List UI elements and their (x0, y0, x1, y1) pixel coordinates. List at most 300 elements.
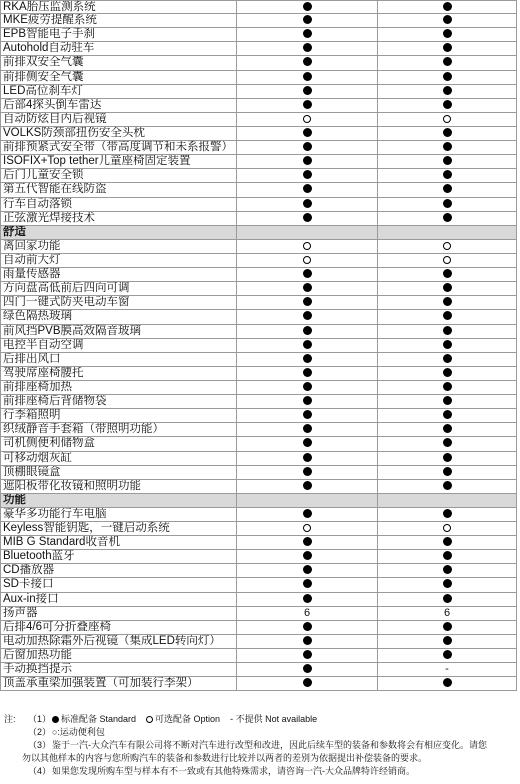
table-row (0, 452, 520, 466)
trim-2-cell (378, 607, 517, 621)
trim-1-cell (237, 325, 378, 339)
option-circle-icon (303, 115, 311, 123)
feature-name: 雨量传感器 (0, 268, 237, 282)
trim-1-cell (237, 198, 378, 212)
trim-2-cell (378, 296, 517, 310)
trim-1-cell (237, 564, 378, 578)
standard-dot-icon (52, 716, 59, 723)
standard-dot-icon (303, 509, 312, 518)
feature-name: 离回家功能 (0, 240, 237, 254)
table-row (0, 183, 520, 197)
standard-dot-icon (303, 100, 312, 109)
feature-name: 行车自动落锁 (0, 198, 237, 212)
table-row (0, 71, 520, 85)
table-row (0, 85, 520, 99)
note-4-text: 如果您发现所购车型与样本有不一致或有其他特殊需求，请咨询一汽-大众品牌特许经销商。 (52, 766, 415, 776)
feature-name: 后窗加热功能 (0, 649, 237, 663)
standard-dot-icon (443, 622, 452, 631)
table-row (0, 593, 520, 607)
standard-dot-icon (303, 551, 312, 560)
standard-dot-icon (303, 57, 312, 66)
feature-name: 后门儿童安全锁 (0, 169, 237, 183)
feature-name: 自动防炫目内后视镜 (0, 113, 237, 127)
feature-name: 可移动烟灰缸 (0, 452, 237, 466)
trim-2-cell (378, 254, 517, 268)
standard-dot-icon (303, 664, 312, 673)
trim-2-cell (378, 155, 517, 169)
feature-name: ISOFIX+Top tether儿童座椅固定装置 (0, 155, 237, 169)
trim-2-cell (378, 325, 517, 339)
trim-2-cell (378, 339, 517, 353)
standard-dot-icon (443, 15, 452, 24)
trim-2-cell (378, 564, 517, 578)
feature-name: 顶盖承重梁加强装置（可加装行李架） (0, 677, 237, 691)
trim-2-cell (378, 282, 517, 296)
standard-dot-icon (443, 424, 452, 433)
standard-dot-icon (303, 622, 312, 631)
standard-dot-icon (303, 678, 312, 687)
table-row (0, 409, 520, 423)
feature-name: 第五代智能在线防盗 (0, 183, 237, 197)
trim-1-cell (237, 607, 378, 621)
trim-2-cell (378, 212, 517, 226)
standard-dot-icon (303, 354, 312, 363)
standard-dot-icon (303, 170, 312, 179)
option-circle-icon (443, 524, 451, 532)
trim-2-cell (378, 550, 517, 564)
trim-2-cell (378, 127, 517, 141)
standard-dot-icon (443, 650, 452, 659)
trim-1-cell (237, 536, 378, 550)
option-circle-icon (146, 716, 153, 723)
feature-name: Bluetooth蓝牙 (0, 550, 237, 564)
trim-1-cell (237, 296, 378, 310)
trim-2-cell (378, 42, 517, 56)
table-row (0, 212, 520, 226)
trim-2-cell (378, 85, 517, 99)
section-title: 舒适 (0, 226, 237, 240)
feature-name: CD播放器 (0, 564, 237, 578)
trim-1-cell (237, 212, 378, 226)
feature-name: 前排预紧式安全带（带高度调节和未系报警） (0, 141, 237, 155)
standard-dot-icon (303, 368, 312, 377)
table-row (0, 198, 520, 212)
standard-dot-icon (443, 326, 452, 335)
table-row (0, 325, 520, 339)
standard-dot-icon (303, 199, 312, 208)
feature-name: LED高位刹车灯 (0, 85, 237, 99)
trim-1-cell (237, 635, 378, 649)
trim-2-cell (378, 677, 517, 691)
trim-2-cell (378, 198, 517, 212)
feature-name: 电控半自动空调 (0, 339, 237, 353)
standard-dot-icon (443, 537, 452, 546)
standard-dot-icon (443, 453, 452, 462)
standard-dot-icon (303, 410, 312, 419)
standard-dot-icon (443, 170, 452, 179)
standard-dot-icon (303, 311, 312, 320)
trim-1-cell (237, 155, 378, 169)
table-row (0, 268, 520, 282)
table-row (0, 240, 520, 254)
feature-name: 四门一键式防夹电动车窗 (0, 296, 237, 310)
table-row (0, 536, 520, 550)
trim-2-cell (378, 240, 517, 254)
trim-2-cell (378, 367, 517, 381)
feature-name: Keyless智能钥匙，一键启动系统 (0, 522, 237, 536)
table-row (0, 437, 520, 451)
standard-dot-icon (443, 311, 452, 320)
feature-name: 自动前大灯 (0, 254, 237, 268)
table-row (0, 42, 520, 56)
standard-dot-icon (443, 57, 452, 66)
trim-1-cell (237, 169, 378, 183)
standard-dot-icon (443, 551, 452, 560)
feature-name: 绿色隔热玻璃 (0, 310, 237, 324)
trim-2-cell (378, 649, 517, 663)
option-circle-icon (303, 242, 311, 250)
trim-1-cell (237, 28, 378, 42)
table-row (0, 339, 520, 353)
trim-1-cell (237, 268, 378, 282)
standard-dot-icon (443, 579, 452, 588)
standard-dot-icon (443, 410, 452, 419)
feature-name: 前排侧安全气囊 (0, 71, 237, 85)
table-row (0, 169, 520, 183)
standard-dot-icon (303, 213, 312, 222)
table-row (0, 14, 520, 28)
trim-2-cell (378, 169, 517, 183)
table-row (0, 423, 520, 437)
standard-dot-icon (303, 438, 312, 447)
standard-dot-icon (443, 283, 452, 292)
trim-2-cell (378, 56, 517, 70)
standard-dot-icon (303, 2, 312, 11)
trim-1-cell (237, 677, 378, 691)
standard-dot-icon (303, 537, 312, 546)
note-3-text-continued: 勿以其他样本的内容与您所购汽车的装备和参数进行比较并以两者的差别为依据提出补偿装备的要求。 (22, 753, 428, 763)
trim-1-cell (237, 0, 378, 14)
trim-2-cell (378, 353, 517, 367)
trim-1-cell (237, 226, 378, 240)
standard-dot-icon (443, 678, 452, 687)
section-header-row (0, 226, 520, 240)
feature-name: 豪华多功能行车电脑 (0, 508, 237, 522)
standard-dot-icon (443, 29, 452, 38)
note-4-number: （4） (28, 766, 52, 776)
trim-2-cell (378, 381, 517, 395)
table-row (0, 254, 520, 268)
standard-dot-icon (303, 72, 312, 81)
table-row (0, 28, 520, 42)
feature-name: 方向盘高低前后四向可调 (0, 282, 237, 296)
feature-name: 行李箱照明 (0, 409, 237, 423)
standard-dot-icon (443, 636, 452, 645)
trim-1-cell (237, 14, 378, 28)
trim-2-cell (378, 423, 517, 437)
feature-name: EPB智能电子手刹 (0, 28, 237, 42)
trim-2-cell (378, 28, 517, 42)
feature-name: MIB G Standard收音机 (0, 536, 237, 550)
table-row (0, 353, 520, 367)
feature-name: Autohold自动驻车 (0, 42, 237, 56)
standard-dot-icon (443, 86, 452, 95)
note-3-text: 鉴于一汽-大众汽车有限公司将不断对汽车进行改型和改进，因此后续车型的装备和参数将会有相应变化。请您 (52, 740, 487, 750)
standard-dot-icon (303, 156, 312, 165)
standard-dot-icon (303, 128, 312, 137)
feature-name: SD卡接口 (0, 578, 237, 592)
trim-1-cell (237, 508, 378, 522)
trim-2-cell (378, 508, 517, 522)
trim-1-cell (237, 522, 378, 536)
trim-1-cell (237, 409, 378, 423)
table-row (0, 141, 520, 155)
trim-2-cell (378, 99, 517, 113)
table-row (0, 635, 520, 649)
standard-dot-icon (303, 184, 312, 193)
feature-name: 正弦激光焊接技术 (0, 212, 237, 226)
standard-dot-icon (303, 43, 312, 52)
standard-dot-icon (303, 396, 312, 405)
trim-1-cell (237, 367, 378, 381)
section-header-row (0, 494, 520, 508)
feature-name: 司机侧便利储物盒 (0, 437, 237, 451)
trim-2-cell (378, 141, 517, 155)
trim-2-cell (378, 452, 517, 466)
trim-1-cell (237, 578, 378, 592)
standard-dot-icon (443, 368, 452, 377)
feature-name: 驾驶席座椅腰托 (0, 367, 237, 381)
standard-dot-icon (443, 213, 452, 222)
trim-1-cell (237, 649, 378, 663)
table-row (0, 395, 520, 409)
feature-name: 手动换挡提示 (0, 663, 237, 677)
note-3-number: （3） (28, 740, 52, 750)
standard-dot-icon (443, 354, 452, 363)
standard-dot-icon (303, 269, 312, 278)
table-row (0, 127, 520, 141)
standard-dot-icon (303, 326, 312, 335)
note-2 (0, 726, 520, 739)
table-row (0, 677, 520, 691)
trim-2-cell (378, 593, 517, 607)
trim-1-cell (237, 423, 378, 437)
notes-label: 注: (4, 714, 16, 724)
trim-1-cell (237, 99, 378, 113)
standard-dot-icon (303, 424, 312, 433)
standard-dot-icon (303, 481, 312, 490)
standard-dot-icon (443, 269, 452, 278)
trim-2-cell (378, 226, 517, 240)
standard-dot-icon (303, 382, 312, 391)
legend-not-available: - 不提供 Not available (230, 714, 318, 724)
note-3-continued (0, 752, 520, 765)
table-row (0, 466, 520, 480)
trim-1-cell (237, 282, 378, 296)
trim-2-cell (378, 663, 517, 677)
standard-dot-icon (303, 142, 312, 151)
legend-option: 可选配备 Option (155, 714, 221, 724)
trim-1-cell (237, 480, 378, 494)
table-row (0, 99, 520, 113)
trim-1-cell (237, 663, 378, 677)
trim-1-cell (237, 113, 378, 127)
feature-name: 遮阳板带化妆镜和照明功能 (0, 480, 237, 494)
table-row (0, 550, 520, 564)
feature-name: 顶棚眼镜盒 (0, 466, 237, 480)
feature-name: MKE疲劳提醒系统 (0, 14, 237, 28)
standard-dot-icon (443, 481, 452, 490)
trim-1-cell (237, 395, 378, 409)
standard-dot-icon (443, 72, 452, 81)
table-row (0, 564, 520, 578)
feature-name: Aux-in接口 (0, 593, 237, 607)
trim-1-cell (237, 127, 378, 141)
trim-2-cell (378, 536, 517, 550)
trim-2-cell (378, 183, 517, 197)
option-circle-icon (443, 242, 451, 250)
standard-dot-icon (443, 438, 452, 447)
feature-name: 织绒静音手套箱（带照明功能） (0, 423, 237, 437)
standard-dot-icon (303, 467, 312, 476)
trim-1-cell (237, 254, 378, 268)
trim-2-cell (378, 310, 517, 324)
feature-name: 前排座椅加热 (0, 381, 237, 395)
feature-name: 前风挡PVB膜高效隔音玻璃 (0, 325, 237, 339)
table-row (0, 0, 520, 14)
feature-name: 前排座椅后背储物袋 (0, 395, 237, 409)
standard-dot-icon (443, 396, 452, 405)
standard-dot-icon (303, 29, 312, 38)
trim-1-cell (237, 42, 378, 56)
standard-dot-icon (443, 297, 452, 306)
note-3 (0, 739, 520, 752)
standard-dot-icon (443, 594, 452, 603)
trim-2-cell (378, 494, 517, 508)
table-row (0, 663, 520, 677)
feature-name: 电动加热除霜外后视镜（集成LED转向灯） (0, 635, 237, 649)
trim-1-cell (237, 494, 378, 508)
table-row (0, 621, 520, 635)
trim-2-cell (378, 0, 517, 14)
trim-1-cell (237, 141, 378, 155)
legend-standard: 标准配备 Standard (61, 714, 137, 724)
standard-dot-icon (303, 594, 312, 603)
standard-dot-icon (443, 509, 452, 518)
footnotes (0, 713, 520, 778)
standard-dot-icon (443, 100, 452, 109)
trim-2-cell (378, 480, 517, 494)
trim-2-cell (378, 395, 517, 409)
trim-1-cell (237, 452, 378, 466)
note-1 (0, 713, 520, 726)
standard-dot-icon (443, 184, 452, 193)
cell-value: 6 (303, 606, 311, 619)
trim-1-cell (237, 310, 378, 324)
trim-1-cell (237, 381, 378, 395)
standard-dot-icon (303, 283, 312, 292)
note-2-text: ○:运动便利包 (52, 727, 105, 737)
standard-dot-icon (303, 297, 312, 306)
standard-dot-icon (443, 43, 452, 52)
table-row (0, 113, 520, 127)
trim-2-cell (378, 268, 517, 282)
trim-1-cell (237, 466, 378, 480)
trim-2-cell (378, 522, 517, 536)
feature-name: 前排双安全气囊 (0, 56, 237, 70)
table-row (0, 56, 520, 70)
table-row (0, 508, 520, 522)
table-row (0, 480, 520, 494)
trim-1-cell (237, 183, 378, 197)
table-row (0, 522, 520, 536)
standard-dot-icon (303, 86, 312, 95)
standard-dot-icon (443, 156, 452, 165)
trim-2-cell (378, 14, 517, 28)
standard-dot-icon (303, 453, 312, 462)
standard-dot-icon (443, 565, 452, 574)
trim-2-cell (378, 113, 517, 127)
standard-dot-icon (303, 15, 312, 24)
table-row (0, 649, 520, 663)
note-4 (0, 765, 520, 778)
trim-2-cell (378, 409, 517, 423)
trim-1-cell (237, 437, 378, 451)
table-row (0, 155, 520, 169)
standard-dot-icon (443, 128, 452, 137)
option-circle-icon (303, 524, 311, 532)
standard-dot-icon (443, 199, 452, 208)
standard-dot-icon (443, 142, 452, 151)
table-row (0, 310, 520, 324)
trim-1-cell (237, 71, 378, 85)
trim-2-cell (378, 621, 517, 635)
feature-name: 后排出风口 (0, 353, 237, 367)
trim-1-cell (237, 353, 378, 367)
trim-1-cell (237, 339, 378, 353)
feature-name: RKA胎压监测系统 (0, 0, 237, 14)
table-row (0, 282, 520, 296)
note-1-number: （1） (28, 714, 52, 724)
standard-dot-icon (443, 340, 452, 349)
note-2-number: （2） (28, 727, 52, 737)
trim-2-cell (378, 437, 517, 451)
standard-dot-icon (443, 2, 452, 11)
feature-name: 后部4探头倒车雷达 (0, 99, 237, 113)
standard-dot-icon (303, 340, 312, 349)
standard-dot-icon (443, 467, 452, 476)
table-row (0, 578, 520, 592)
trim-2-cell (378, 578, 517, 592)
trim-1-cell (237, 593, 378, 607)
table-row (0, 367, 520, 381)
cell-value: 6 (443, 606, 451, 619)
cell-value: - (445, 663, 449, 676)
trim-1-cell (237, 621, 378, 635)
option-circle-icon (303, 256, 311, 264)
table-row (0, 381, 520, 395)
table-row (0, 296, 520, 310)
trim-1-cell (237, 550, 378, 564)
trim-2-cell (378, 71, 517, 85)
standard-dot-icon (303, 650, 312, 659)
standard-dot-icon (443, 382, 452, 391)
standard-dot-icon (303, 636, 312, 645)
feature-name: VOLKS防颈部扭伤安全头枕 (0, 127, 237, 141)
trim-1-cell (237, 56, 378, 70)
trim-1-cell (237, 85, 378, 99)
feature-name: 扬声器 (0, 607, 237, 621)
